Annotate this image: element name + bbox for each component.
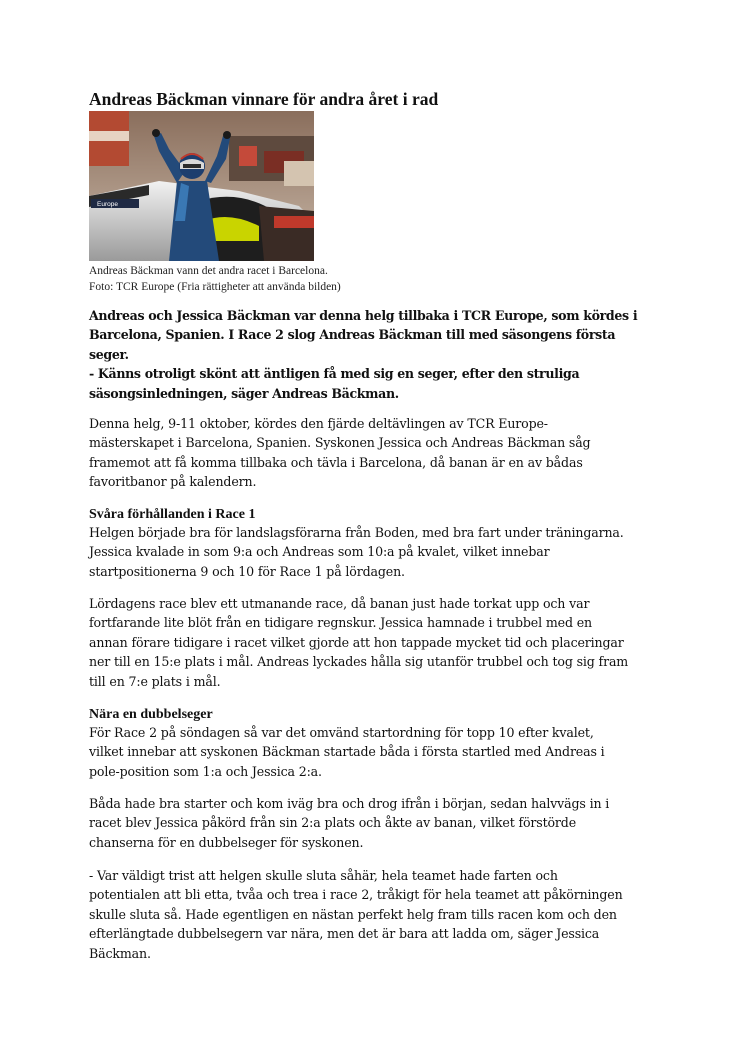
intro-paragraph [89,414,664,492]
text-line: pole-position som 1:a och Jessica 2:a. [89,763,322,779]
section1-paragraph-2 [89,594,664,691]
text-line: fortfarande lite blöt från en tidigare regnskur. Jessica hamnade i trubbel med en [89,615,592,631]
text-line: efterlängtade dubbelsegern var nära, men det är bara att ladda om, säger Jessica [89,926,600,942]
text-line: vilket innebar att syskonen Bäckman startade båda i första startled med Andreas i [89,744,605,760]
text-line: mästerskapet i Barcelona, Spanien. Syskonen Jessica och Andreas Bäckman såg [89,435,591,451]
section-heading-race2: Nära en dubbelseger [89,707,213,722]
text-line: chanserna för en dubbelseger för syskonen. [89,834,364,850]
text-line: seger. [89,346,129,362]
text-line: ner till en 15:e plats i mål. Andreas lyckades hålla sig utanför trubbel och tog sig fram [89,654,629,670]
text-line: Bäckman. [89,945,151,961]
section2-paragraph-1 [89,723,664,781]
text-line: Lördagens race blev ett utmanande race, då banan just hade torkat upp och var [89,596,590,611]
text-line: Jessica kvalade in som 9:a och Andreas som 10:a på kvalet, vilket innebar [89,544,550,560]
text-line: Helgen började bra för landslagsförarna från Boden, med bra fart under träningarna. [89,525,624,540]
text-line: Båda hade bra starter och kom iväg bra och drog ifrån i början, sedan halvvägs in i [89,796,610,811]
text-line: favoritbanor på kalendern. [89,474,257,490]
text-line: - Känns otroligt skönt att äntligen få med sig en seger, efter den struliga [89,366,580,382]
text-line: annan förare tidigare i racet vilket gjorde att hon tappade mycket tid och placeringar [89,634,624,650]
text-line: Barcelona, Spanien. I Race 2 slog Andreas Bäckman till med säsongens första [89,327,616,343]
text-line: framemot att få komma tillbaka och tävla i Barcelona, då banan är en av bådas [89,454,583,470]
text-line: Andreas och Jessica Bäckman var denna helg tillbaka i TCR Europe, som kördes i [89,308,638,323]
text-line: skulle sluta så. Hade egentligen en nästan perfekt helg fram tills racen kom och den [89,906,617,922]
racing-driver-photo [89,111,314,261]
caption-credit: Foto: TCR Europe (Fria rättigheter att använda bilden) [89,281,341,293]
caption-line: Andreas Bäckman vann det andra racet i Barcelona. [89,265,328,277]
article-title: Andreas Bäckman vinnare för andra året i rad [89,89,439,109]
section-heading-race1: Svåra förhållanden i Race 1 [89,507,256,522]
lead-paragraph [89,306,664,403]
text-line: potentialen att bli etta, tvåa och trea i race 2, tråkigt för hela teamet att påkörningen [89,887,623,903]
text-line: För Race 2 på söndagen så var det omvänd startordning för topp 10 efter kvalet, [89,725,594,740]
section2-paragraph-2 [89,794,664,852]
quote-paragraph [89,866,664,963]
article-photo [89,111,314,261]
photo-caption [89,263,341,295]
text-line: - Var väldigt trist att helgen skulle sluta såhär, hela teamet hade farten och [89,868,558,883]
car-sponsor-text: Europe [97,201,118,208]
section1-paragraph-1 [89,523,664,581]
text-line: Denna helg, 9-11 oktober, kördes den fjärde deltävlingen av TCR Europe- [89,416,548,431]
text-line: säsongsinledningen, säger Andreas Bäckman. [89,385,399,401]
text-line: till en 7:e plats i mål. [89,673,221,689]
text-line: startpositionerna 9 och 10 för Race 1 på lördagen. [89,563,405,579]
text-line: racet blev Jessica påkörd från sin 2:a plats och åkte av banan, vilket förstörde [89,815,577,831]
